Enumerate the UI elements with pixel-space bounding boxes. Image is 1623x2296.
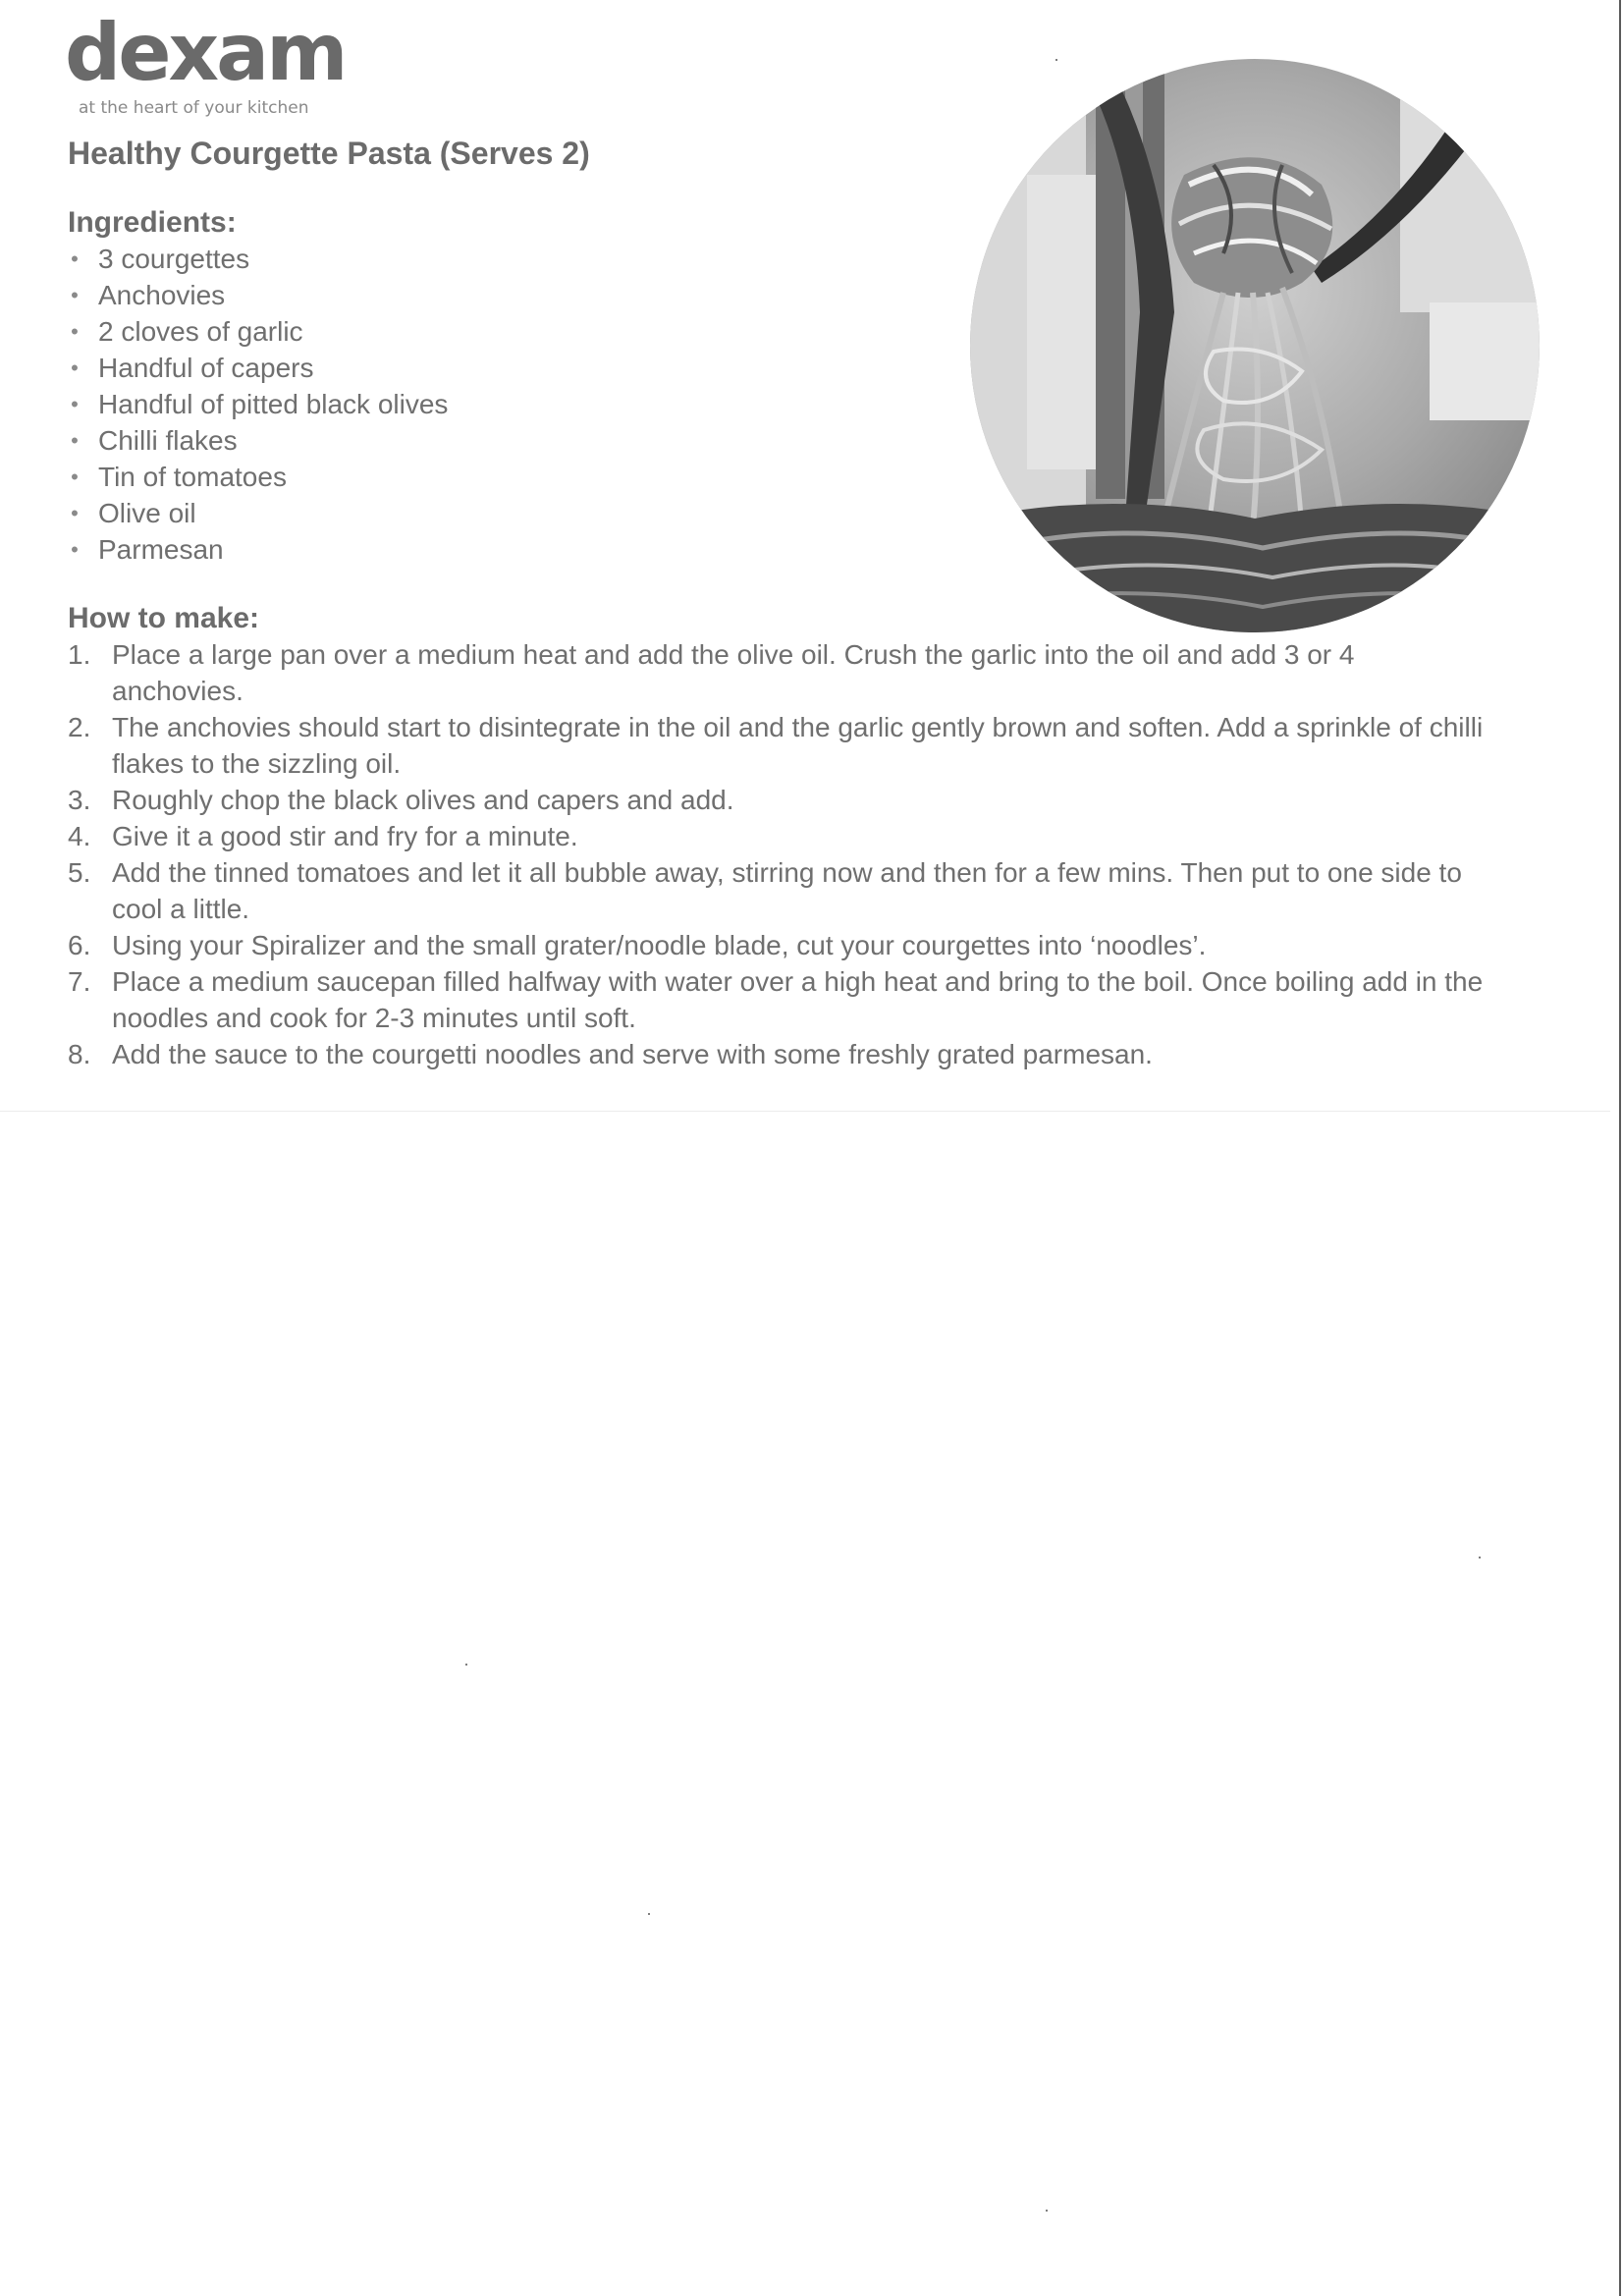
bullet-icon: • [71, 355, 79, 380]
scan-speck [648, 1913, 650, 1915]
scan-speck [465, 1664, 467, 1666]
recipe-title: Healthy Courgette Pasta (Serves 2) [68, 136, 590, 171]
ingredient-item: • Parmesan [65, 531, 448, 568]
step-text: The anchovies should start to disintegrate in the oil and the garlic gently brown and soften. Add a sprinkle of chilli flakes to the sizzling oil. [112, 712, 1484, 779]
ingredient-item: • Tin of tomatoes [65, 459, 448, 495]
step-number: 2. [68, 712, 91, 742]
logo-tagline: at the heart of your kitchen [79, 98, 309, 118]
method-step [68, 854, 1560, 927]
ingredients-heading: Ingredients: [68, 206, 237, 239]
bullet-icon: • [71, 537, 79, 562]
ingredient-item: • 3 courgettes [65, 241, 448, 277]
method-steps-list [68, 636, 1560, 1072]
step-number: 1. [68, 639, 91, 670]
step-text: Place a medium saucepan filled halfway with water over a high heat and bring to the boil. Once boiling add in the noodles and cook for 2-3 minutes until soft. [112, 966, 1484, 1033]
method-heading: How to make: [68, 602, 260, 634]
method-step [68, 963, 1560, 1036]
step-text: Give it a good stir and fry for a minute. [112, 821, 578, 851]
method-step [68, 636, 1560, 709]
scan-speck [1055, 59, 1057, 61]
scan-speck [1046, 2210, 1048, 2212]
step-text: Using your Spiralizer and the small grater/noodle blade, cut your courgettes into ‘noodles’. [112, 930, 1207, 960]
ingredients-list [65, 241, 448, 568]
step-number: 3. [68, 785, 91, 815]
ingredient-item: • Olive oil [65, 495, 448, 531]
step-number: 8. [68, 1039, 91, 1069]
bullet-icon: • [71, 319, 79, 344]
fold-line [0, 1111, 1610, 1112]
ingredient-item: • Chilli flakes [65, 422, 448, 459]
scan-edge [1619, 0, 1621, 2296]
step-number: 4. [68, 821, 91, 851]
bullet-icon: • [71, 501, 79, 525]
step-text: Place a large pan over a medium heat and add the olive oil. Crush the garlic into the oil and add 3 or 4 anchovies. [112, 639, 1355, 706]
dexam-logo [65, 7, 346, 122]
bullet-icon: • [71, 246, 79, 271]
ingredient-item: • Handful of capers [65, 350, 448, 386]
bullet-icon: • [71, 392, 79, 416]
ingredient-item: • Handful of pitted black olives [65, 386, 448, 422]
logo-wordmark: dexam [65, 7, 346, 98]
method-step [68, 927, 1560, 963]
step-text: Add the sauce to the courgetti noodles and serve with some freshly grated parmesan. [112, 1039, 1153, 1069]
step-number: 5. [68, 857, 91, 888]
bullet-icon: • [71, 465, 79, 489]
step-text: Roughly chop the black olives and capers and add. [112, 785, 734, 815]
method-step [68, 818, 1560, 854]
method-step [68, 782, 1560, 818]
method-step [68, 709, 1560, 782]
scan-speck [1479, 1557, 1481, 1558]
bullet-icon: • [71, 283, 79, 307]
step-number: 7. [68, 966, 91, 997]
step-number: 6. [68, 930, 91, 960]
step-text: Add the tinned tomatoes and let it all bubble away, stirring now and then for a few mins. Then put to one side to cool a little. [112, 857, 1462, 924]
courgette-noodles-photo [968, 57, 1542, 634]
ingredient-item: • Anchovies [65, 277, 448, 313]
ingredient-item: • 2 cloves of garlic [65, 313, 448, 350]
method-step [68, 1036, 1560, 1072]
bullet-icon: • [71, 428, 79, 453]
